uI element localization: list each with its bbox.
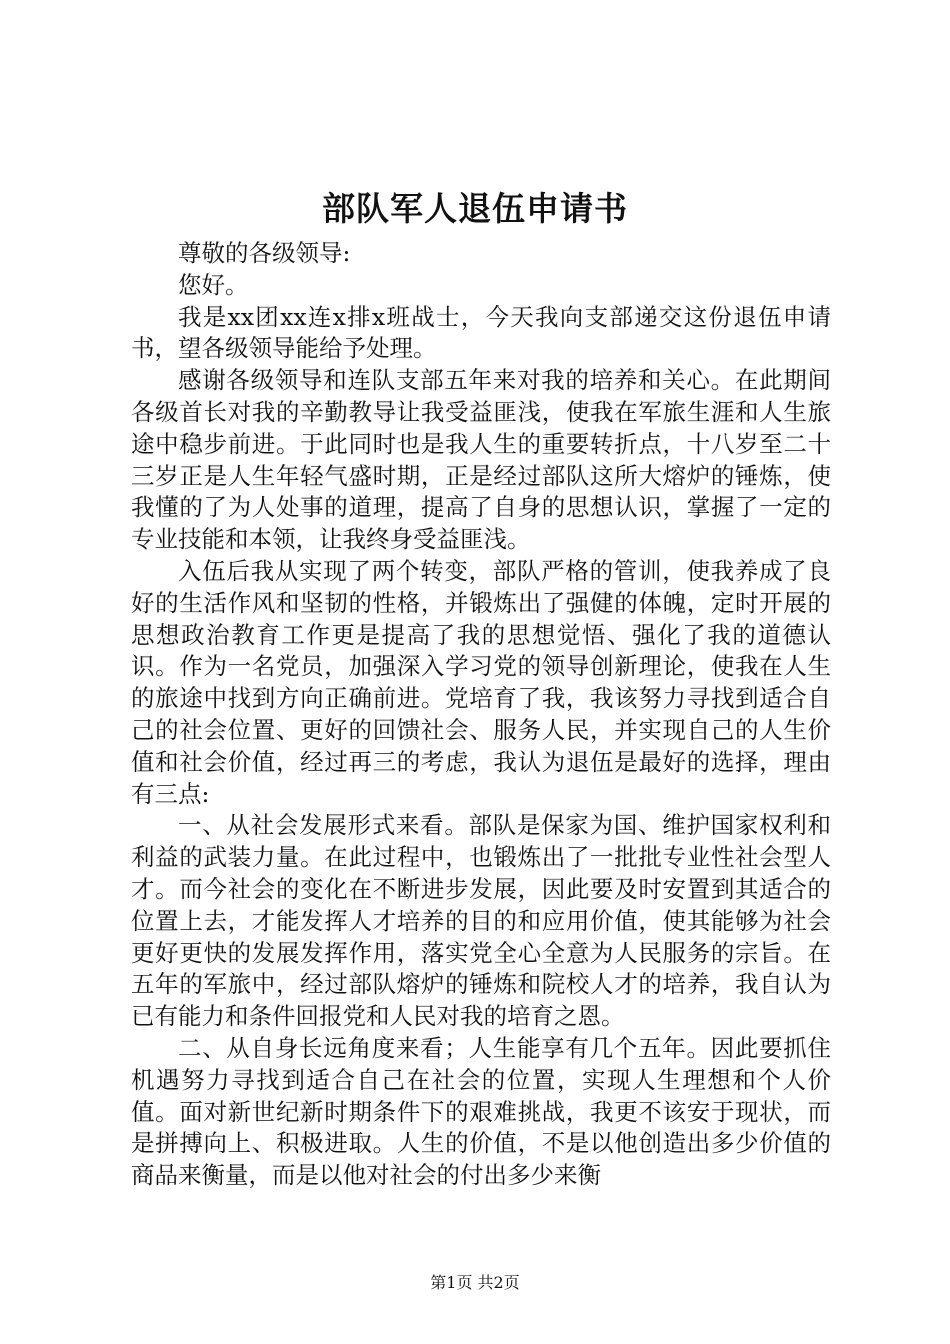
page-footer: 第1页 共2页: [430, 1273, 520, 1292]
paragraph-thanks: 感谢各级领导和连队支部五年来对我的培养和关心。在此期间各级首长对我的辛勤教导让我受益匪浅，使我在军旅生涯和人生旅途中稳步前进。于此同时也是我人生的重要转折点，十八岁至二十三岁正是人生年轻气盛时期，正是经过部队这所大熔炉的锤炼，使我懂的了为人处事的道理，提高了自身的思想认识，掌握了一定的专业技能和本领，让我终身受益匪浅。: [131, 366, 831, 554]
paragraph-transformation: 入伍后我从实现了两个转变，部队严格的管训，使我养成了良好的生活作风和坚韧的性格，并锻炼出了强健的体魄，定时开展的思想政治教育工作更是提高了我的思想觉悟、强化了我的道德认识。作为一名党员，加强深入学习党的领导创新理论，使我在人生的旅途中找到方向正确前进。党培育了我，我该努力寻找到适合自己的社会位置、更好的回馈社会、服务人民，并实现自己的人生价值和社会价值，经过再三的考虑，我认为退伍是最好的选择，理由有三点:: [131, 556, 831, 808]
paragraph-reason-one: 一、从社会发展形式来看。部队是保家为国、维护国家权利和利益的武装力量。在此过程中，也锻炼出了一批批专业性社会型人才。而今社会的变化在不断进步发展，因此要及时安置到其适合的位置上去，才能发挥人才培养的目的和应用价值，使其能够为社会更好更快的发展发挥作用，落实党全心全意为人民服务的宗旨。在五年的军旅中，经过部队熔炉的锤炼和院校人才的培养，我自认为已有能力和条件回报党和人民对我的培育之恩。: [131, 811, 831, 1031]
document-body: [131, 238, 831, 1192]
paragraph-intro: 我是xx团xx连x排x班战士，今天我向支部递交这份退伍申请书，望各级领导能给予处理。: [131, 302, 831, 363]
paragraph-reason-two: 二、从自身长远角度来看；人生能享有几个五年。因此要抓住机遇努力寻找到适合自己在社会的位置，实现人生理想和个人价值。面对新世纪新时期条件下的艰难挑战，我更不该安于现状，而是拼搏向上、积极进取。人生的价值，不是以他创造出多少价值的商品来衡量，而是以他对社会的付出多少来衡: [131, 1033, 831, 1190]
document-title: 部队军人退伍申请书: [322, 189, 628, 228]
salutation: 尊敬的各级领导:: [178, 239, 351, 267]
greeting: 您好。: [178, 270, 249, 299]
